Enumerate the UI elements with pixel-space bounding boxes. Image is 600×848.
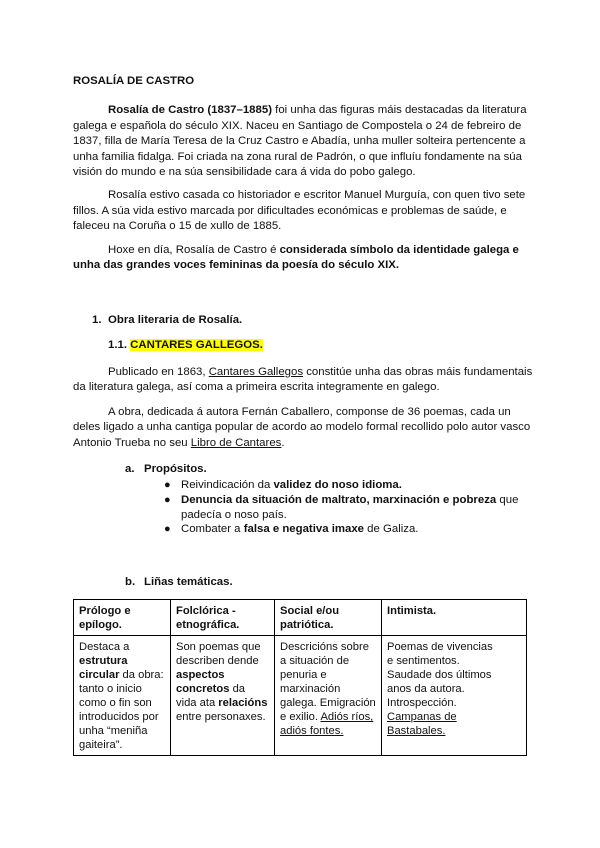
linas-heading: Liñas temáticas.: [144, 576, 233, 588]
intro-p1-line2: galega e española do século XIX. Naceu en Santiago de Compostela o 24 de febreiro de: [73, 120, 522, 132]
proposito-2-line2: padecía o noso país.: [181, 509, 287, 521]
intro-p2-line3: faleceu na Coruña o 15 de xullo de 1885.: [73, 220, 282, 232]
cell-prologo: Destaca a estrutura circular da obra: tanto o inicio como o fin son introducidos por unha “meniña gaiteira”.: [74, 636, 171, 756]
linas-marker: b.: [125, 576, 136, 588]
intro-p1-line4: unha familia fidalga. Foi criada na zona rural de Padrón, o que influíu fondamente na súa: [73, 151, 522, 163]
cantares-p2-line3-end: .: [281, 437, 285, 449]
intro-p3-line2: unha das grandes voces femininas da poesía do século XIX.: [73, 259, 400, 271]
cantares-p2-line3: [73, 435, 285, 451]
document-title: ROSALÍA DE CASTRO: [73, 75, 195, 87]
cell-folclorica: Son poemas que describen dende aspectos concretos da vida ata relacións entre personaxes.: [171, 636, 275, 756]
cantares-p1-line1: [108, 364, 532, 380]
subsection-number: 1.1.: [108, 339, 127, 351]
intro-p1-line1: [108, 102, 527, 118]
linas-tematicas-table: [73, 599, 527, 756]
intro-p3-bold1: considerada símbolo da identidade galega e: [279, 244, 519, 256]
header-cell-social: Social e/ou patriótica.: [275, 600, 382, 636]
intro-p3-lead: Hoxe en día, Rosalía de Castro é: [108, 244, 280, 256]
cantares-p2-line2: deles ligado a unha cantiga popular de acordo ao modelo formal recollido polo autor vasco: [73, 421, 531, 433]
proposito-1-bold: validez do noso idioma.: [273, 479, 402, 491]
proposito-3-rest: de Galiza.: [364, 523, 419, 535]
proposito-1: [181, 477, 402, 493]
subsection-heading: [108, 337, 263, 353]
cantares-p2-line3-lead: Antonio Trueba no seu: [73, 437, 191, 449]
proposito-2-rest: que: [496, 494, 519, 506]
proposito-1-lead: Reivindicación da: [181, 479, 274, 491]
cantares-p2-line1: A obra, dedicada á autora Fernán Caballero, componse de 36 poemas, cada un: [108, 406, 511, 418]
proposito-2-bold: Denuncia da situación de maltrato, marxinación e pobreza: [181, 494, 497, 506]
header-cell-intimista: Intimista.: [382, 600, 527, 636]
adios-fontes-link[interactable]: adiós fontes.: [280, 725, 344, 737]
intro-p1-bold-lead: Rosalía de Castro (1837–1885): [108, 104, 272, 116]
proposito-3: [181, 521, 418, 537]
intro-p1-rest: foi unha das figuras máis destacadas da literatura: [272, 104, 527, 116]
section1-heading: Obra literaria de Rosalía.: [108, 314, 243, 326]
bullet-icon: ●: [164, 494, 171, 506]
cantares-p1-lead: Publicado en 1863,: [108, 366, 209, 378]
proposito-3-bold: falsa e negativa imaxe: [243, 523, 364, 535]
subsection-title-highlight: CANTARES GALLEGOS.: [130, 339, 263, 351]
bastabales-link[interactable]: Bastabales.: [387, 725, 446, 737]
intro-p1-line5: visión do mundo e na súa sensibilidade cara á vida do pobo galego.: [73, 166, 416, 178]
table-header-row: [74, 600, 527, 636]
cantares-p1-line2: da literatura galega, así coma a primeira escrita integramente en galego.: [73, 381, 440, 393]
adios-rios-link[interactable]: Adiós ríos,: [320, 711, 374, 723]
proposito-3-lead: Combater a: [181, 523, 244, 535]
cantares-gallegos-link[interactable]: Cantares Gallegos: [208, 366, 304, 378]
intro-p3-line1: [108, 242, 519, 258]
section1-number: 1.: [92, 314, 102, 326]
bullet-icon: ●: [164, 479, 171, 491]
header-cell-prologo: Prólogo e epílogo.: [74, 600, 171, 636]
cell-intimista: Poemas de vivencias e sentimentos. Saudade dos últimos anos da autora. Introspección. Campanas de Bastabales.: [382, 636, 527, 756]
libro-de-cantares-link[interactable]: Libro de Cantares: [190, 437, 282, 449]
intro-p2-line1: Rosalía estivo casada co historiador e escritor Manuel Murguía, con quen tivo sete: [108, 189, 526, 201]
bullet-icon: ●: [164, 523, 171, 535]
cell-social: Descricións sobre a situación de penuria e marxinación galega. Emigración e exilio. Adiós ríos, adiós fontes.: [275, 636, 382, 756]
table-row: [74, 636, 527, 756]
propositos-marker: a.: [125, 463, 135, 475]
header-cell-folclorica: Folclórica - etnográfica.: [171, 600, 275, 636]
intro-p1-line3: 1837, filla de María Teresa de la Cruz Castro e Abadía, unha muller solteira pertencente a: [73, 135, 526, 147]
propositos-heading: Propósitos.: [144, 463, 207, 475]
campanas-link[interactable]: Campanas de: [387, 711, 457, 723]
cantares-p1-rest: constitúe unha das obras máis fundamentais: [303, 366, 533, 378]
intro-p2-line2: fillos. A súa vida estivo marcada por dificultades económicas e problemas de saúde, e: [73, 205, 507, 217]
proposito-2: [181, 492, 518, 508]
